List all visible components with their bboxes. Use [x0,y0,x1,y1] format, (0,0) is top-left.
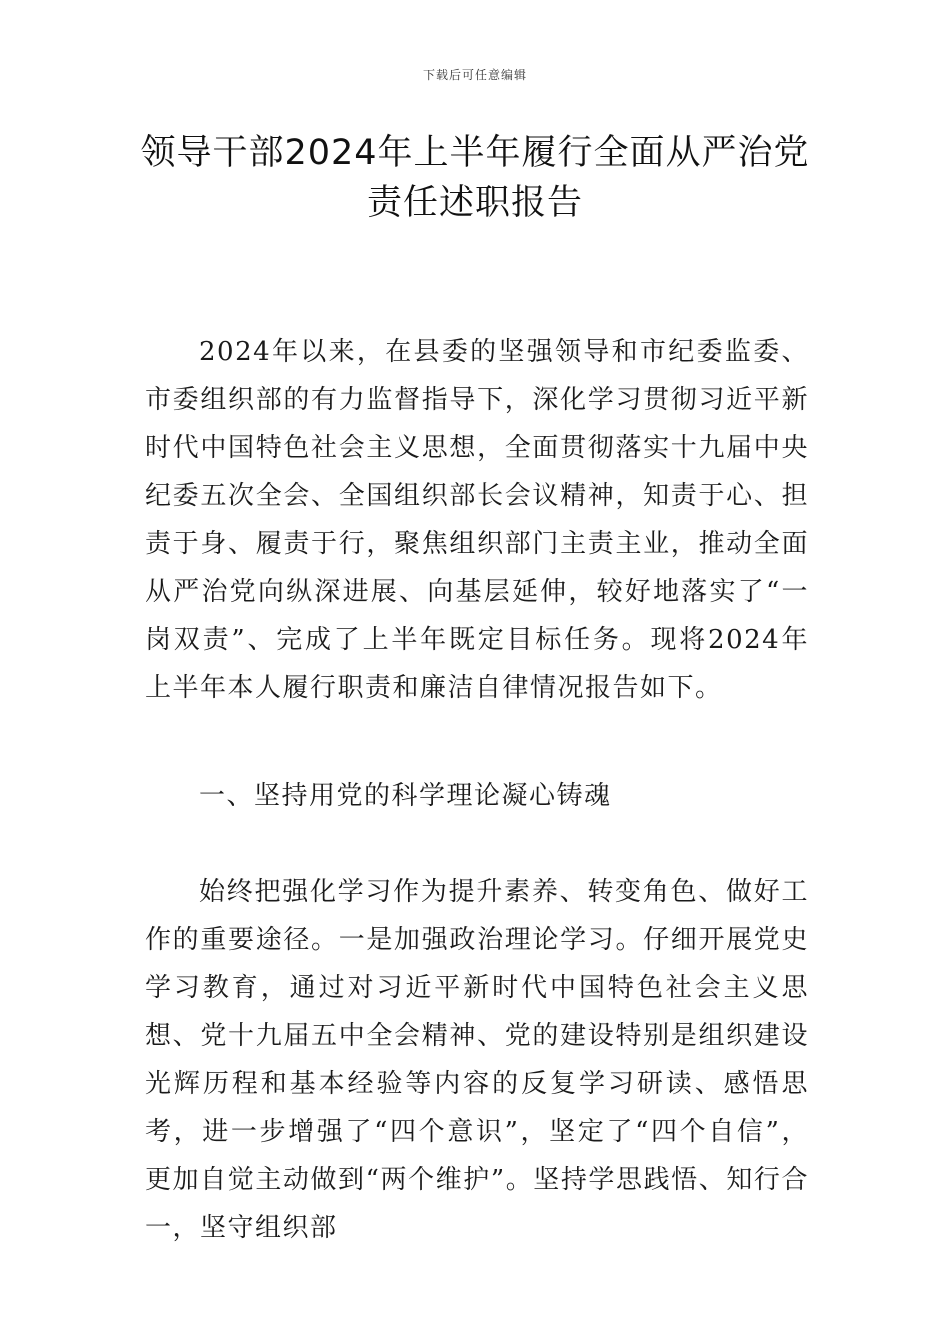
page-title [0,128,950,228]
intro-paragraph: 2024年以来，在县委的坚强领导和市纪委监委、市委组织部的有力监督指导下，深化学习贯彻习近平新时代中国特色社会主义思想，全面贯彻落实十九届中央纪委五次全会、全国组织部长会议精神，知责于心、担责于身、履责于行，聚焦组织部门主责主业，推动全面从严治党向纵深进展、向基层延伸，较好地落实了“一岗双责”、完成了上半年既定目标任务。现将2024年上半年本人履行职责和廉洁自律情况报告如下。 [145,337,809,703]
header-note: 下载后可任意编辑 [422,68,527,82]
body-paragraph: 始终把强化学习作为提升素养、转变角色、做好工作的重要途径。一是加强政治理论学习。仔细开展党史学习教育，通过对习近平新时代中国特色社会主义思想、党十九届五中全会精神、党的建设特别是组织建设光辉历程和基本经验等内容的反复学习研读、感悟思考，进一步增强了“四个意识”，坚定了“四个自信”，更加自觉主动做到“两个维护”。坚持学思践悟、知行合一，坚守组织部 [145,877,809,1243]
section-heading: 一、坚持用党的科学理论凝心铸魂 [199,781,612,811]
title-line-1: 领导干部2024年上半年履行全面从严治党 [140,133,810,173]
title-line-2: 责任述职报告 [366,183,583,223]
